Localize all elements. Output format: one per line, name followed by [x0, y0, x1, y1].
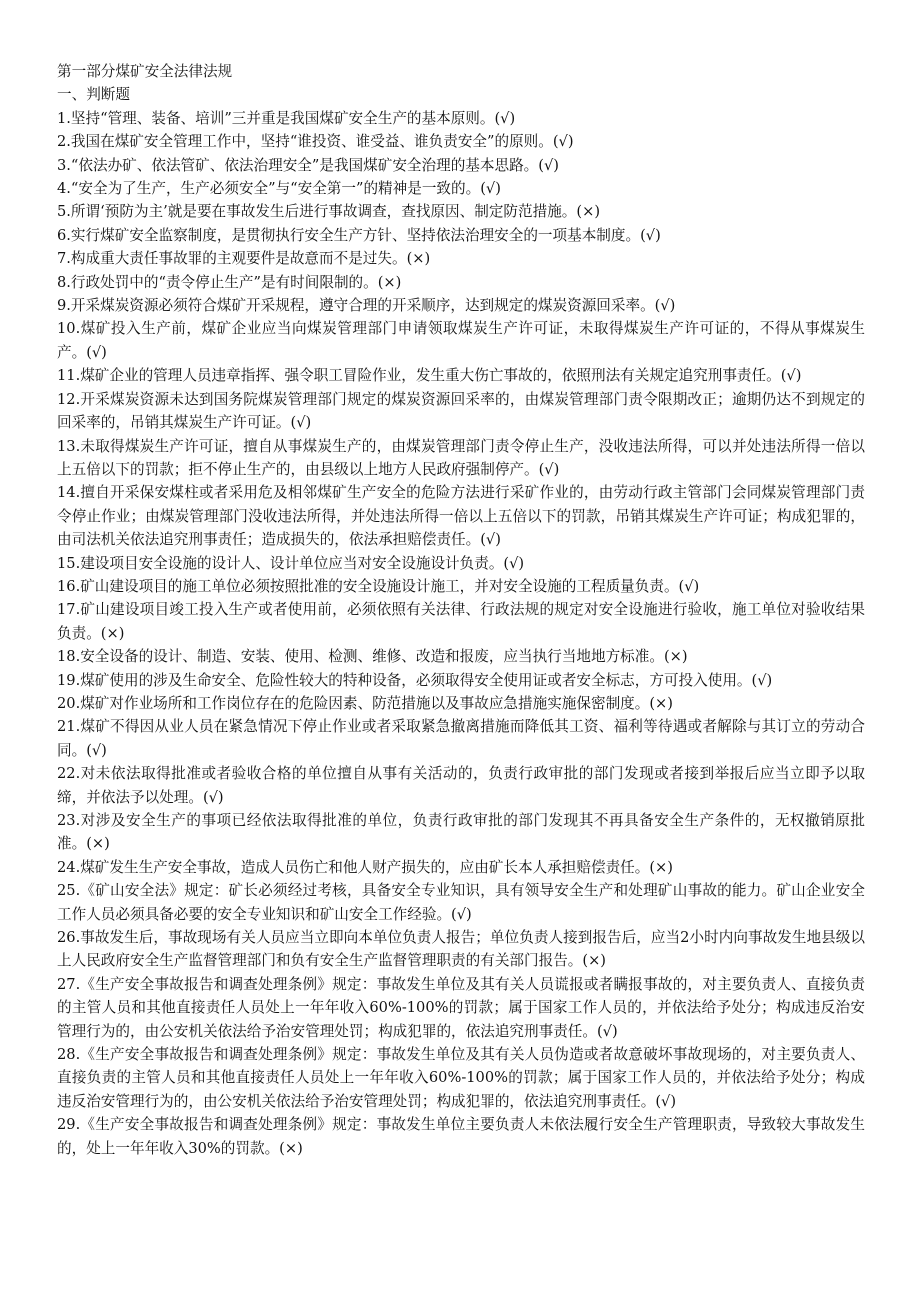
question-10: 10.煤矿投入生产前，煤矿企业应当向煤炭管理部门申请领取煤炭生产许可证，未取得煤炭生产许可证的，不得从事煤炭生产。(√) [57, 320, 865, 361]
question-1: 1.坚持“管理、装备、培训”三并重是我国煤矿安全生产的基本原则。(√) [57, 109, 516, 127]
question-21: 21.煤矿不得因从业人员在紧急情况下停止作业或者采取紧急撤离措施而降低其工资、福利等待遇或者解除与其订立的劳动合同。(√) [57, 718, 865, 759]
question-22: 22.对未依法取得批准或者验收合格的单位擅自从事有关活动的，负责行政审批的部门发现或者接到举报后应当立即予以取缔，并依法予以处理。(√) [57, 765, 865, 806]
question-12: 12.开采煤炭资源未达到国务院煤炭管理部门规定的煤炭资源回采率的，由煤炭管理部门责令限期改正；逾期仍达不到规定的回采率的，吊销其煤炭生产许可证。(√) [57, 390, 865, 432]
question-4: 4.“安全为了生产，生产必须安全”与“安全第一”的精神是一致的。(√) [57, 180, 501, 198]
question-11: 11.煤矿企业的管理人员违章指挥、强令职工冒险作业，发生重大伤亡事故的，依照刑法有关规定追究刑事责任。(√) [57, 367, 802, 385]
question-27: 27.《生产安全事故报告和调查处理条例》规定：事故发生单位及其有关人员谎报或者瞒报事故的，对主要负责人、直接负责的主管人员和其他直接责任人员处上一年年收入60%-100%的罚款；属于国家工作人员的，并依法给予处分；构成违反治安管理行为的，由公安机关依法给予治安管理处罚；构成犯罪的，依法追究刑事责任。(√) [57, 975, 865, 1040]
question-3: 3.“依法办矿、依法管矿、依法治理安全”是我国煤矿安全治理的基本思路。(√) [57, 156, 559, 174]
question-7: 7.构成重大责任事故罪的主观要件是故意而不是过失。(×) [57, 250, 431, 268]
question-2: 2.我国在煤矿安全管理工作中，坚持“谁投资、谁受益、谁负责安全”的原则。(√) [57, 133, 574, 151]
question-26: 26.事故发生后，事故现场有关人员应当立即向本单位负责人报告；单位负责人接到报告后，应当2小时内向事故发生地县级以上人民政府安全生产监督管理部门和负有安全生产监督管理职责的有关部门报告。(×) [57, 929, 865, 970]
question-9: 9.开采煤炭资源必须符合煤矿开采规程，遵守合理的开采顺序，达到规定的煤炭资源回采率。(√) [57, 297, 676, 315]
question-20: 20.煤矿对作业场所和工作岗位存在的危险因素、防范措施以及事故应急措施实施保密制度。(×) [57, 694, 673, 712]
question-15: 15.建设项目安全设施的设计人、设计单位应当对安全设施设计负责。(√) [57, 554, 525, 572]
section-title: 一、判断题 [57, 86, 130, 104]
question-29: 29.《生产安全事故报告和调查处理条例》规定：事故发生单位主要负责人未依法履行安全生产管理职责，导致较大事故发生的，处上一年年收入30%的罚款。(×) [57, 1116, 865, 1157]
question-13: 13.未取得煤炭生产许可证，擅自从事煤炭生产的，由煤炭管理部门责令停止生产，没收违法所得，可以并处违法所得一倍以上五倍以下的罚款；拒不停止生产的，由县级以上地方人民政府强制停产。(√) [57, 437, 865, 478]
question-23: 23.对涉及安全生产的事项已经依法取得批准的单位，负责行政审批的部门发现其不再具备安全生产条件的，无权撤销原批准。(×) [57, 812, 865, 853]
question-24: 24.煤矿发生生产安全事故，造成人员伤亡和他人财产损失的，应由矿长本人承担赔偿责任。(×) [57, 858, 673, 876]
question-5: 5.所谓‘预防为主’就是要在事故发生后进行事故调查，查找原因、制定防范措施。(×) [57, 203, 601, 221]
question-14: 14.擅自开采保安煤柱或者采用危及相邻煤矿生产安全的危险方法进行采矿作业的，由劳动行政主管部门会同煤炭管理部门责令停止作业；由煤炭管理部门没收违法所得，并处违法所得一倍以上五倍以下的罚款，吊销其煤炭生产许可证；构成犯罪的，由司法机关依法追究刑事责任；造成损失的，依法承担赔偿责任。(√) [57, 484, 865, 549]
document-page [57, 60, 865, 1160]
question-19: 19.煤矿使用的涉及生命安全、危险性较大的特种设备，必须取得安全使用证或者安全标志，方可投入使用。(√) [57, 671, 773, 689]
question-25: 25.《矿山安全法》规定：矿长必须经过考核，具备安全专业知识，具有领导安全生产和处理矿山事故的能力。矿山企业安全工作人员必须具备必要的安全专业知识和矿山安全工作经验。(√) [57, 882, 865, 923]
question-28: 28.《生产安全事故报告和调查处理条例》规定：事故发生单位及其有关人员伪造或者故意破坏事故现场的，对主要负责人、直接负责的主管人员和其他直接责任人员处上一年年收入60%-100%的罚款；属于国家工作人员的，并依法给予处分；构成违反治安管理行为的，由公安机关依法给予治安管理处罚；构成犯罪的，依法追究刑事责任。(√) [57, 1046, 865, 1110]
question-8: 8.行政处罚中的“责令停止生产”是有时间限制的。(×) [57, 273, 402, 291]
question-16: 16.矿山建设项目的施工单位必须按照批准的安全设施设计施工，并对安全设施的工程质量负责。(√) [57, 577, 700, 595]
question-17: 17.矿山建设项目竣工投入生产或者使用前，必须依照有关法律、行政法规的规定对安全设施进行验收，施工单位对验收结果负责。(×) [57, 601, 865, 642]
question-18: 18.安全设备的设计、制造、安装、使用、检测、维修、改造和报废，应当执行当地地方标准。(×) [57, 648, 688, 666]
part-title: 第一部分煤矿安全法律法规 [57, 63, 233, 80]
question-6: 6.实行煤矿安全监察制度，是贯彻执行安全生产方针、坚持依法治理安全的一项基本制度。(√) [57, 226, 661, 244]
